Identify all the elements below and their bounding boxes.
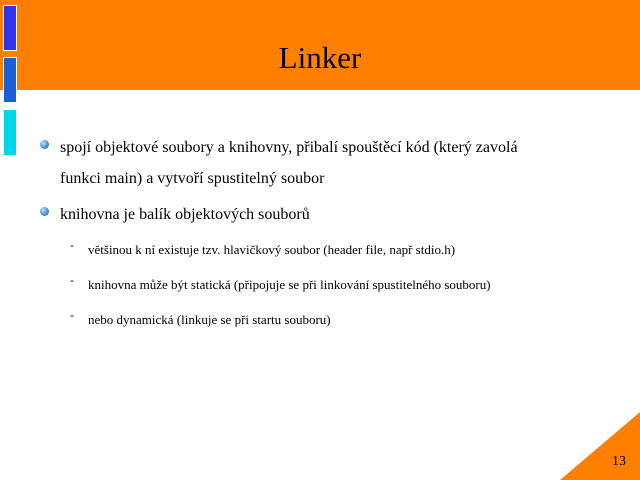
slide-title: Linker [278, 40, 362, 75]
bullet-text-1a: spojí objektové soubory a knihovny, přibalí spouštěcí kód (který zavolá [60, 139, 518, 156]
sub-bullet-text-3: nebo dynamická (linkuje se při startu souboru) [88, 312, 331, 327]
bullet-text-2: knihovna je balík objektových souborů [60, 206, 310, 223]
dash-icon: - [70, 238, 74, 252]
bullet-dot-icon [40, 140, 49, 149]
dash-icon: - [70, 273, 74, 287]
sub-bullet-text-1: většinou k ní existuje tzv. hlavičkový soubor (header file, např stdio.h) [88, 242, 456, 257]
corner-triangle [560, 412, 640, 480]
bullet-text-1b: funkci main) a vytvoří spustitelný soubor [60, 170, 325, 187]
dash-icon: - [70, 308, 74, 322]
bullet-dot-icon [40, 207, 49, 216]
sub-bullet-text-2: knihovna může být statická (připojuje se při linkování spustitelného souboru) [88, 277, 491, 292]
decorative-bar-3 [3, 109, 17, 156]
page-number: 13 [612, 454, 626, 469]
